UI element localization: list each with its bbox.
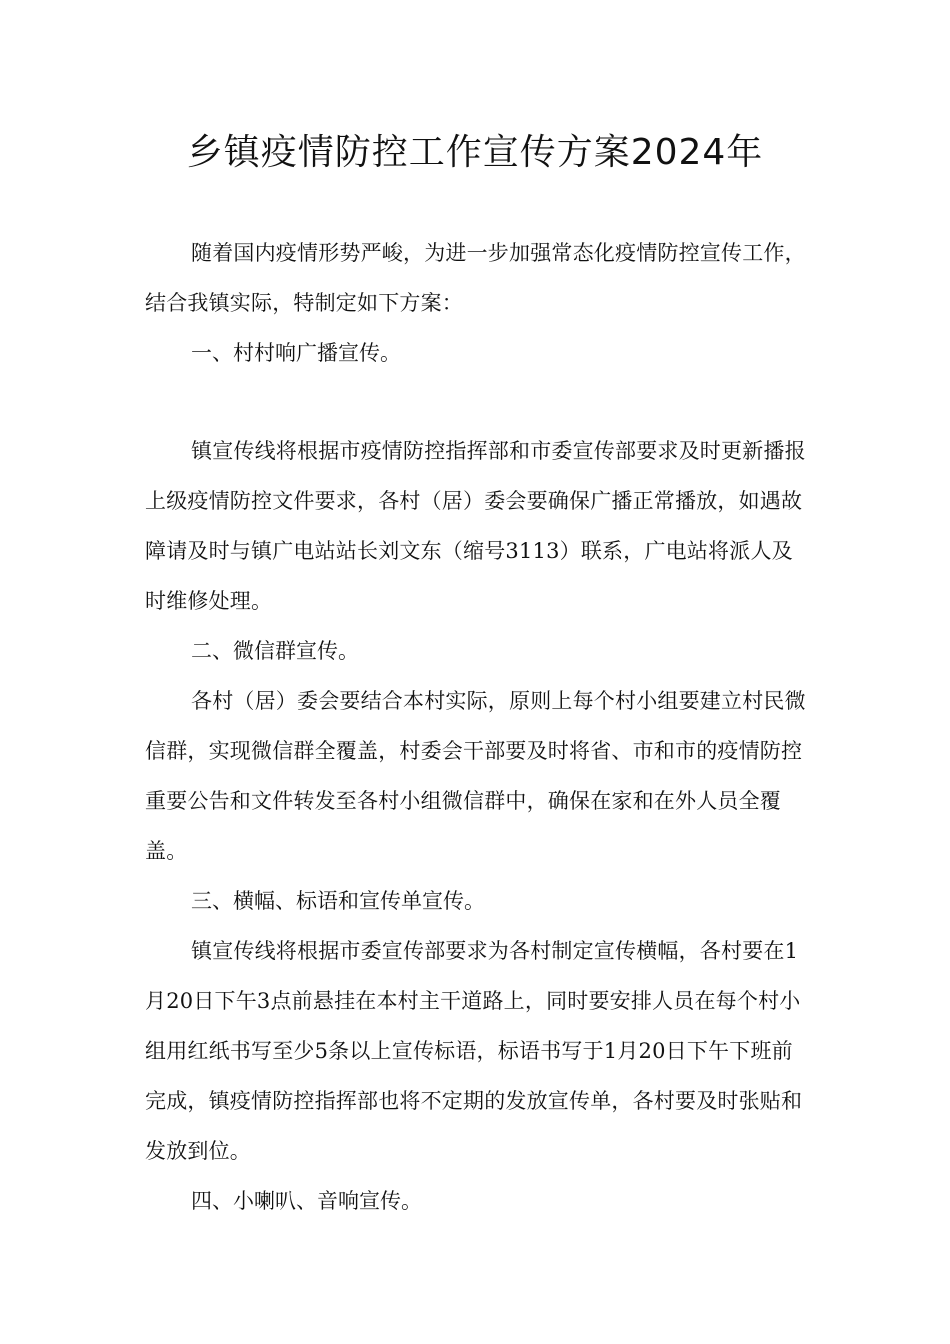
intro-paragraph: 随着国内疫情形势严峻，为进一步加强常态化疫情防控宣传工作，结合我镇实际，特制定如下方案： [145, 241, 806, 315]
section-heading-2: 二、微信群宣传。 [191, 639, 359, 663]
section-heading-3: 三、横幅、标语和宣传单宣传。 [191, 889, 485, 913]
section-spacer [145, 378, 810, 426]
section-heading-4: 四、小喇叭、音响宣传。 [191, 1189, 422, 1213]
section-body-1: 镇宣传线将根据市疫情防控指挥部和市委宣传部要求及时更新播报上级疫情防控文件要求，各村（居）委会要确保广播正常播放，如遇故障请及时与镇广电站站长刘文东（缩号3113）联系，广电站将派人及时维修处理。 [145, 439, 806, 613]
document-body [145, 228, 810, 1226]
section-heading-1: 一、村村响广播宣传。 [191, 341, 401, 365]
document-title: 乡镇疫情防控工作宣传方案2024年 [186, 132, 764, 173]
section-body-3: 镇宣传线将根据市委宣传部要求为各村制定宣传横幅，各村要在1月20日下午3点前悬挂在本村主干道路上，同时要安排人员在每个村小组用红纸书写至少5条以上宣传标语，标语书写于1月20日下午下班前完成，镇疫情防控指挥部也将不定期的发放宣传单，各村要及时张贴和发放到位。 [145, 939, 803, 1163]
section-body-2: 各村（居）委会要结合本村实际，原则上每个村小组要建立村民微信群，实现微信群全覆盖，村委会干部要及时将省、市和市的疫情防控重要公告和文件转发至各村小组微信群中，确保在家和在外人员全覆盖。 [145, 689, 806, 863]
